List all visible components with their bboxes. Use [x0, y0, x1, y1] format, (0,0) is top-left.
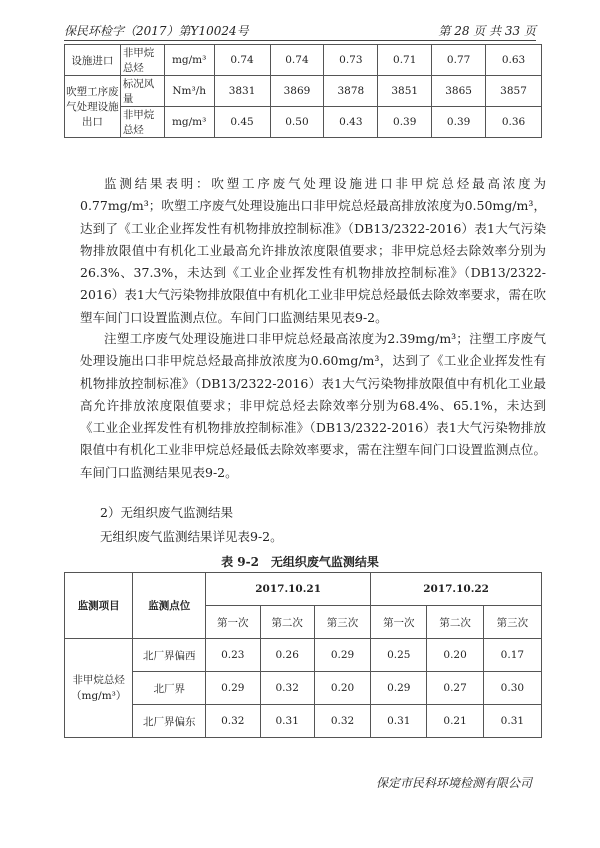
page-number: 第 28 页 共 33 页: [438, 24, 536, 38]
header-time: 第二次: [260, 606, 314, 639]
cell-value: 0.31: [483, 705, 541, 738]
table-row: [65, 639, 542, 672]
cell-value: 0.43: [324, 107, 378, 138]
cell-unit: mg/m³: [164, 45, 214, 76]
cell-value: 0.29: [314, 639, 370, 672]
cell-point: 吹塑工序废气处理设施出口: [65, 76, 121, 138]
header-time: 第一次: [206, 606, 260, 639]
cell-value: 3851: [378, 76, 432, 107]
result-paragraph-blow-molding: 监测结果表明：吹塑工序废气处理设施进口非甲烷总烃最高浓度为0.77mg/m³；吹塑工序废气处理设施出口非甲烷总烃最高排放浓度为0.50mg/m³，达到了《工业企业挥发性有机物排放控制标准》（DB13/2322-2016）表1大气污染物排放限值中有机化工业最高允许排放浓度限值要求；非甲烷总烃去除效率分别为26.3%、37.3%，未达到《工业企业挥发性有机物排放控制标准》（DB13/2322-2016）表1大气污染物排放限值中有机化工业非甲烷总烃最低去除效率要求，需在吹塑车间门口设置监测点位。车间门口监测结果见表9-2。: [80, 176, 546, 325]
cell-value: 0.31: [371, 705, 427, 738]
header-item: 监测项目: [65, 573, 133, 639]
header-time: 第二次: [427, 606, 483, 639]
cell-value: 0.25: [371, 639, 427, 672]
table-row: [65, 705, 542, 738]
table-row: [65, 672, 542, 705]
cell-point: 设施进口: [65, 45, 121, 76]
cell-value: 0.23: [206, 639, 260, 672]
cell-value: 0.45: [214, 107, 270, 138]
emission-table: [64, 44, 542, 138]
fugitive-emission-table: [64, 572, 542, 738]
table-row: [65, 45, 542, 76]
header-time: 第三次: [314, 606, 370, 639]
cell-value: 3869: [270, 76, 324, 107]
cell-value: 0.32: [260, 672, 314, 705]
cell-value: 0.17: [483, 639, 541, 672]
cell-value: 0.32: [206, 705, 260, 738]
cell-value: 3857: [486, 76, 542, 107]
header-date: 2017.10.22: [371, 573, 542, 606]
section-heading: 2）无组织废气监测结果: [100, 505, 233, 520]
header-time: 第一次: [371, 606, 427, 639]
cell-value: 0.20: [427, 639, 483, 672]
table-row: [65, 76, 542, 107]
cell-value: 0.77: [432, 45, 486, 76]
cell-value: 0.31: [260, 705, 314, 738]
cell-value: 0.50: [270, 107, 324, 138]
cell-value: 0.73: [324, 45, 378, 76]
cell-value: 3878: [324, 76, 378, 107]
document-number: 保民环检字（2017）第Y10024号: [64, 24, 249, 38]
cell-value: 0.21: [427, 705, 483, 738]
cell-value: 0.39: [378, 107, 432, 138]
cell-value: 0.36: [486, 107, 542, 138]
page-header: [64, 22, 536, 41]
cell-unit: mg/m³: [164, 107, 214, 138]
header-point: 监测点位: [133, 573, 206, 639]
header-date: 2017.10.21: [206, 573, 371, 606]
cell-value: 0.74: [214, 45, 270, 76]
cell-item: 标况风量: [120, 76, 164, 107]
table-header-row: [65, 573, 542, 606]
cell-value: 0.29: [371, 672, 427, 705]
cell-point: 北厂界偏西: [133, 639, 206, 672]
cell-value: 3865: [432, 76, 486, 107]
company-footer: 保定市民科环境检测有限公司: [375, 776, 532, 790]
cell-item: 非甲烷总烃: [120, 107, 164, 138]
cell-value: 0.74: [270, 45, 324, 76]
table-row: [65, 107, 542, 138]
cell-value: 0.63: [486, 45, 542, 76]
cell-value: 0.27: [427, 672, 483, 705]
cell-point: 北厂界: [133, 672, 206, 705]
cell-value: 0.71: [378, 45, 432, 76]
table-caption: 表 9-2 无组织废气监测结果: [221, 555, 379, 569]
cell-value: 0.20: [314, 672, 370, 705]
cell-value: 3831: [214, 76, 270, 107]
cell-value: 0.39: [432, 107, 486, 138]
header-time: 第三次: [483, 606, 541, 639]
cell-unit: Nm³/h: [164, 76, 214, 107]
cell-item: 非甲烷总烃（mg/m³）: [65, 639, 133, 738]
cell-value: 0.29: [206, 672, 260, 705]
section-text: 无组织废气监测结果详见表9-2。: [100, 529, 283, 544]
cell-value: 0.30: [483, 672, 541, 705]
cell-point: 北厂界偏东: [133, 705, 206, 738]
cell-item: 非甲烷总烃: [120, 45, 164, 76]
cell-value: 0.32: [314, 705, 370, 738]
result-paragraph-injection-molding: 注塑工序废气处理设施进口非甲烷总烃最高浓度为2.39mg/m³；注塑工序废气处理设施出口非甲烷总烃最高排放浓度为0.60mg/m³，达到了《工业企业挥发性有机物排放控制标准》（DB13/2322-2016）表1大气污染物排放限值中有机化工业最高允许排放浓度限值要求；非甲烷总烃去除效率分别为68.4%、65.1%，未达到《工业企业挥发性有机物排放控制标准》（DB13/2322-2016）表1大气污染物排放限值中有机化工业非甲烷总烃最低去除效率要求，需在注塑车间门口设置监测点位。车间门口监测结果见表9-2。: [80, 331, 546, 480]
cell-value: 0.26: [260, 639, 314, 672]
